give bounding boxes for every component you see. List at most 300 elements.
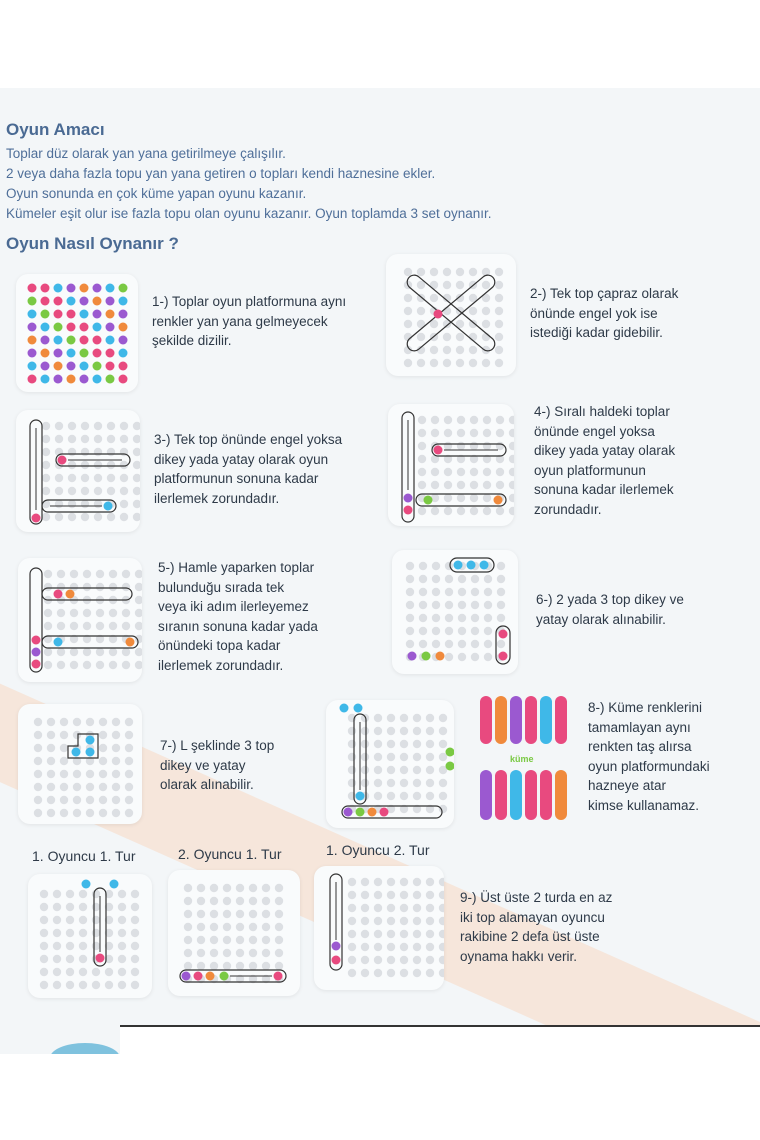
board-cell <box>122 570 130 578</box>
board-cell <box>374 943 382 951</box>
board-cell <box>406 614 414 622</box>
board-cell <box>387 779 395 787</box>
board-cell <box>432 601 440 609</box>
board-cell <box>44 570 52 578</box>
board-cell <box>348 727 356 735</box>
board-cell <box>249 910 257 918</box>
board-cell <box>457 468 465 476</box>
board-cell <box>94 435 102 443</box>
ball <box>119 284 128 293</box>
board-cell <box>68 474 76 482</box>
ball <box>106 284 115 293</box>
board-cell <box>47 809 55 817</box>
ball <box>80 284 89 293</box>
board-cell <box>47 744 55 752</box>
board-cell <box>471 575 479 583</box>
board-cell <box>426 714 434 722</box>
board-cell <box>96 661 104 669</box>
board-cell <box>374 878 382 886</box>
board-cell <box>131 916 139 924</box>
board-cell <box>42 474 50 482</box>
board-cell <box>120 474 128 482</box>
board-cell <box>404 294 412 302</box>
board-cell <box>83 583 91 591</box>
board-cell <box>404 307 412 315</box>
board-cell <box>73 796 81 804</box>
board-cell <box>249 936 257 944</box>
board-cell <box>135 661 142 669</box>
board-cell <box>439 727 447 735</box>
board-cell <box>223 884 231 892</box>
board-cell <box>34 809 42 817</box>
board-cell <box>112 744 120 752</box>
board-cell <box>68 461 76 469</box>
board-cell <box>275 923 283 931</box>
board-cell <box>426 969 434 977</box>
board-cell <box>55 487 63 495</box>
board-cell <box>83 648 91 656</box>
ball <box>424 496 433 505</box>
board-cell <box>83 609 91 617</box>
board-cell <box>53 916 61 924</box>
board-cell <box>439 878 444 886</box>
ball <box>354 704 363 713</box>
board-cell <box>400 714 408 722</box>
board-cell <box>94 513 102 521</box>
ball <box>356 808 365 817</box>
board-cell <box>458 640 466 648</box>
board-cell <box>484 653 492 661</box>
board-cell <box>53 890 61 898</box>
ball <box>66 590 75 599</box>
diagram-1 <box>16 274 138 392</box>
board-cell <box>44 583 52 591</box>
diagram-7b <box>326 700 454 828</box>
ball <box>54 638 63 647</box>
board-cell <box>55 435 63 443</box>
board-cell <box>66 929 74 937</box>
board-cell <box>131 890 139 898</box>
ball-tube <box>525 696 537 744</box>
board-cell <box>125 796 133 804</box>
board-cell <box>456 281 464 289</box>
board-cell <box>73 718 81 726</box>
board-cell <box>133 474 140 482</box>
board-cell <box>495 346 503 354</box>
board-cell <box>497 640 505 648</box>
board-cell <box>94 500 102 508</box>
board-cell <box>53 981 61 989</box>
board-cell <box>249 897 257 905</box>
board-cell <box>444 481 452 489</box>
board-cell <box>44 609 52 617</box>
board-cell <box>439 891 444 899</box>
board-cell <box>55 500 63 508</box>
board-cell <box>66 903 74 911</box>
board-cell <box>66 890 74 898</box>
board-cell <box>86 770 94 778</box>
board-cell <box>419 562 427 570</box>
board-cell <box>413 956 421 964</box>
board-cell <box>471 653 479 661</box>
step-1-text: 1-) Toplar oyun platformuna aynı renkler yan yana gelmeyecek şekilde dizilir. <box>152 294 347 348</box>
board-cell <box>387 714 395 722</box>
board-cell <box>47 731 55 739</box>
board-cell <box>509 494 514 502</box>
board-cell <box>92 981 100 989</box>
board-cell <box>400 904 408 912</box>
board-cell <box>99 731 107 739</box>
ball <box>368 808 377 817</box>
ball-tube <box>540 696 552 744</box>
ball <box>32 660 41 669</box>
ball-tube <box>555 770 567 820</box>
board-cell <box>432 562 440 570</box>
board-cell <box>105 968 113 976</box>
board-cell <box>439 792 447 800</box>
board-cell <box>496 416 504 424</box>
board-cell <box>131 955 139 963</box>
board-cell <box>426 727 434 735</box>
ball <box>32 636 41 645</box>
board-cell <box>387 943 395 951</box>
board-cell <box>86 783 94 791</box>
ball <box>119 336 128 345</box>
board-cell <box>444 416 452 424</box>
board-cell <box>484 640 492 648</box>
board-cell <box>374 930 382 938</box>
goal-text <box>6 144 492 224</box>
board-cell <box>236 910 244 918</box>
ball <box>41 375 50 384</box>
board-cell <box>497 575 505 583</box>
board-cell <box>374 740 382 748</box>
board-cell <box>60 796 68 804</box>
board-cell <box>66 942 74 950</box>
board-cell <box>92 929 100 937</box>
board-cell <box>483 429 491 437</box>
ball <box>41 310 50 319</box>
board-cell <box>458 653 466 661</box>
board-cell <box>457 416 465 424</box>
ball <box>480 561 489 570</box>
ball <box>41 284 50 293</box>
board-cell <box>413 943 421 951</box>
board-cell <box>99 744 107 752</box>
ball <box>454 561 463 570</box>
board-cell <box>495 268 503 276</box>
ball <box>67 336 76 345</box>
board-cell <box>374 714 382 722</box>
board-cell <box>70 622 78 630</box>
ball <box>54 349 63 358</box>
board-cell <box>210 923 218 931</box>
board-cell <box>439 753 447 761</box>
diagram-2 <box>386 254 516 376</box>
board-cell <box>443 359 451 367</box>
board-cell <box>236 897 244 905</box>
board-cell <box>86 796 94 804</box>
board-cell <box>81 513 89 521</box>
board-cell <box>125 744 133 752</box>
board-cell <box>223 936 231 944</box>
board-cell <box>400 930 408 938</box>
board-cell <box>44 661 52 669</box>
board-cell <box>42 513 50 521</box>
board-cell <box>99 770 107 778</box>
board-cell <box>92 968 100 976</box>
step-8-text: 8-) Küme renklerini tamamlayan aynı renkten taş alırsa oyun platformundaki hazneye atar kimse kullanamaz. <box>588 700 710 813</box>
ball-tube <box>495 696 507 744</box>
board-cell <box>79 955 87 963</box>
board-cell <box>184 884 192 892</box>
board-cell <box>361 714 369 722</box>
board-cell <box>400 753 408 761</box>
diagram-7 <box>18 704 142 824</box>
board-cell <box>470 507 478 515</box>
ball <box>80 362 89 371</box>
board-cell <box>418 416 426 424</box>
ball <box>41 323 50 332</box>
board-cell <box>457 507 465 515</box>
board-cell <box>92 903 100 911</box>
board-cell <box>484 614 492 622</box>
board-cell <box>470 442 478 450</box>
ball <box>332 956 341 965</box>
board-cell <box>53 955 61 963</box>
board-cell <box>417 281 425 289</box>
board-cell <box>374 792 382 800</box>
board-cell <box>471 601 479 609</box>
board-cell <box>484 601 492 609</box>
board-cell <box>482 307 490 315</box>
board-cell <box>470 468 478 476</box>
board-cell <box>99 757 107 765</box>
board-cell <box>197 936 205 944</box>
board-cell <box>262 910 270 918</box>
board-cell <box>387 969 395 977</box>
board-cell <box>400 969 408 977</box>
board-cell <box>107 422 115 430</box>
ball-tube <box>480 770 492 820</box>
turn-label: 1. Oyuncu 1. Tur <box>32 848 136 864</box>
ball <box>93 349 102 358</box>
board-cell <box>34 757 42 765</box>
ball <box>32 514 41 523</box>
ball <box>41 362 50 371</box>
board-cell <box>109 622 117 630</box>
board-cell <box>122 622 130 630</box>
ball <box>206 972 215 981</box>
board-cell <box>400 792 408 800</box>
board-cell <box>184 936 192 944</box>
board-cell <box>47 770 55 778</box>
board-cell <box>419 575 427 583</box>
board-cell <box>112 796 120 804</box>
ball <box>54 590 63 599</box>
board-cell <box>197 884 205 892</box>
ball <box>54 284 63 293</box>
step-2-text: 2-) Tek top çapraz olarak önünde engel yok ise istediği kadar gidebilir. <box>530 286 679 340</box>
board-cell <box>431 416 439 424</box>
board-cell <box>262 949 270 957</box>
board-cell <box>495 333 503 341</box>
ball <box>106 336 115 345</box>
board-cell <box>418 455 426 463</box>
board-cell <box>418 468 426 476</box>
board-cell <box>348 917 356 925</box>
board-cell <box>68 487 76 495</box>
board-cell <box>96 648 104 656</box>
board-cell <box>47 783 55 791</box>
board-cell <box>497 562 505 570</box>
board-cell <box>68 435 76 443</box>
board-cell <box>122 648 130 656</box>
board-cell <box>133 461 140 469</box>
board-cell <box>94 487 102 495</box>
board-cell <box>262 884 270 892</box>
ball <box>41 297 50 306</box>
board-cell <box>135 648 142 656</box>
ball <box>119 362 128 371</box>
board-cell <box>374 956 382 964</box>
board-cell <box>81 487 89 495</box>
board-cell <box>99 796 107 804</box>
board-cell <box>60 731 68 739</box>
board-cell <box>400 891 408 899</box>
board-cell <box>135 596 142 604</box>
board-cell <box>400 917 408 925</box>
board-cell <box>96 583 104 591</box>
board-cell <box>374 753 382 761</box>
board-cell <box>445 575 453 583</box>
step-5-text: 5-) Hamle yaparken toplar bulunduğu sırada tek veya iki adım ilerleyemez sıranın sonuna kadar yada önündeki topa kadar ilerlemek zorundadır. <box>158 560 318 673</box>
board-cell <box>122 583 130 591</box>
board-cell <box>68 422 76 430</box>
board-cell <box>133 487 140 495</box>
board-cell <box>348 878 356 886</box>
ball <box>434 310 443 319</box>
board-cell <box>348 779 356 787</box>
board-cell <box>70 661 78 669</box>
board-cell <box>361 969 369 977</box>
board-cell <box>361 930 369 938</box>
goal-line: 2 veya daha fazla topu yan yana getiren o topları kendi haznesine ekler. <box>6 166 436 181</box>
ball <box>93 297 102 306</box>
board-cell <box>81 435 89 443</box>
board-cell <box>469 268 477 276</box>
board-cell <box>73 770 81 778</box>
board-cell <box>86 718 94 726</box>
board-cell <box>413 878 421 886</box>
board-cell <box>418 429 426 437</box>
board-cell <box>223 910 231 918</box>
board-cell <box>348 956 356 964</box>
board-cell <box>426 943 434 951</box>
board-cell <box>509 455 514 463</box>
board-cell <box>439 969 444 977</box>
board-cell <box>210 936 218 944</box>
ball <box>106 310 115 319</box>
board-cell <box>60 718 68 726</box>
board-cell <box>120 435 128 443</box>
board-cell <box>131 903 139 911</box>
decor-blob <box>50 1043 120 1054</box>
board-cell <box>426 753 434 761</box>
board-cell <box>262 962 270 970</box>
board-cell <box>42 422 50 430</box>
board-cell <box>387 917 395 925</box>
board-cell <box>197 949 205 957</box>
board-cell <box>60 744 68 752</box>
goal-title: Oyun Amacı <box>6 120 105 139</box>
ball <box>220 972 229 981</box>
board-cell <box>44 648 52 656</box>
board-cell <box>431 481 439 489</box>
board-cell <box>210 910 218 918</box>
board-cell <box>374 969 382 977</box>
bottom-frame <box>120 1025 760 1054</box>
board-cell <box>439 956 444 964</box>
board-cell <box>419 640 427 648</box>
board-cell <box>60 770 68 778</box>
board-cell <box>419 588 427 596</box>
board-cell <box>236 923 244 931</box>
board-cell <box>400 766 408 774</box>
board-cell <box>133 500 140 508</box>
ball <box>82 880 91 889</box>
board-cell <box>81 500 89 508</box>
ball <box>80 323 89 332</box>
board-cell <box>439 740 447 748</box>
ball <box>332 942 341 951</box>
board-cell <box>439 779 447 787</box>
board-cell <box>457 429 465 437</box>
board-cell <box>112 718 120 726</box>
board-cell <box>68 448 76 456</box>
board-cell <box>236 884 244 892</box>
ball <box>41 336 50 345</box>
board-cell <box>387 753 395 761</box>
board-cell <box>86 809 94 817</box>
board-cell <box>361 917 369 925</box>
instruction-sheet <box>0 88 760 1054</box>
board-cell <box>361 878 369 886</box>
board-cell <box>210 897 218 905</box>
ball-tube <box>480 696 492 744</box>
board-cell <box>249 923 257 931</box>
step-7-text: 7-) L şeklinde 3 top dikey ve yatay olarak alınabilir. <box>160 738 275 792</box>
board-cell <box>483 416 491 424</box>
board-cell <box>236 949 244 957</box>
board-cell <box>79 942 87 950</box>
board-cell <box>99 783 107 791</box>
board-cell <box>125 757 133 765</box>
board-cell <box>81 448 89 456</box>
board-cell <box>374 917 382 925</box>
diagram-6 <box>392 550 518 674</box>
ball <box>110 880 119 889</box>
board-cell <box>404 320 412 328</box>
board-cell <box>44 622 52 630</box>
ball <box>96 954 105 963</box>
board-cell <box>439 714 447 722</box>
ball <box>119 375 128 384</box>
board-cell <box>118 916 126 924</box>
board-cell <box>387 878 395 886</box>
board-cell <box>400 956 408 964</box>
ball <box>72 748 81 757</box>
